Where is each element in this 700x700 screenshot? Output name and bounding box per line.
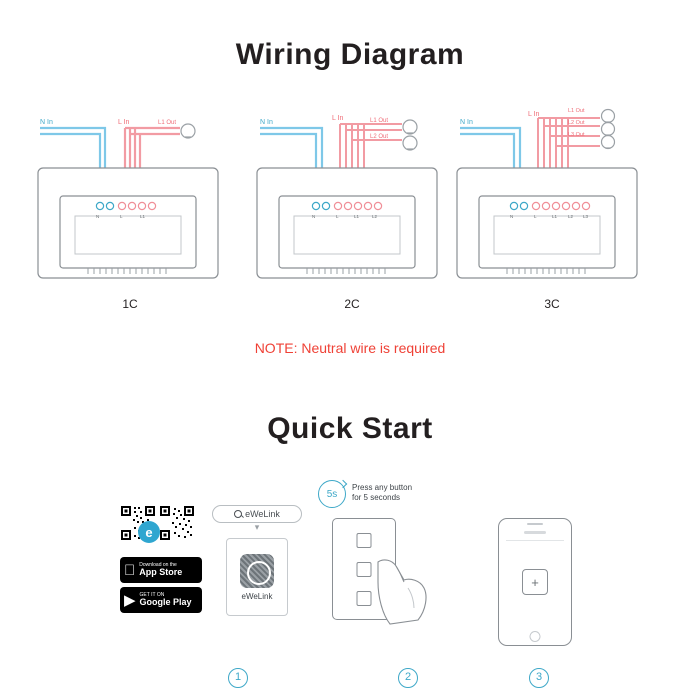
quickstart-step-2 bbox=[318, 480, 498, 650]
neutral-wire-note: NOTE: Neutral wire is required bbox=[254, 340, 446, 356]
wiring-svg-1c bbox=[30, 96, 230, 311]
quickstart-step-1 bbox=[120, 505, 290, 650]
add-device-button[interactable] bbox=[522, 569, 548, 595]
phone-home-button bbox=[530, 631, 541, 642]
qr-code-group bbox=[120, 505, 202, 613]
store-search-group bbox=[212, 505, 302, 616]
google-play-large-label: Google Play bbox=[139, 596, 192, 607]
search-icon bbox=[234, 510, 242, 518]
wiring-svg-3c bbox=[452, 96, 662, 311]
google-play-badge[interactable] bbox=[120, 587, 202, 613]
svg-text:N: N bbox=[510, 214, 514, 219]
search-query-text: eWeLink bbox=[245, 509, 280, 519]
search-input[interactable] bbox=[212, 505, 302, 523]
apple-icon bbox=[124, 563, 135, 578]
svg-text:L2 Out: L2 Out bbox=[370, 134, 389, 140]
panel-caption-2c: 2C bbox=[344, 297, 360, 311]
switch-button-1[interactable] bbox=[357, 533, 372, 548]
svg-text:L In: L In bbox=[528, 111, 540, 118]
svg-text:L1: L1 bbox=[552, 214, 558, 219]
svg-text:L2: L2 bbox=[568, 214, 574, 219]
svg-text:L2: L2 bbox=[372, 214, 378, 219]
play-icon: ▶ bbox=[124, 591, 136, 609]
svg-text:N In: N In bbox=[260, 119, 273, 126]
chevron-down-icon: ▾ bbox=[254, 522, 260, 532]
svg-text:L3: L3 bbox=[583, 214, 589, 219]
svg-text:L1 Out: L1 Out bbox=[370, 118, 389, 124]
app-result-card[interactable] bbox=[226, 538, 288, 616]
press-instruction-line2: for 5 seconds bbox=[352, 493, 401, 503]
app-store-large-label: App Store bbox=[128, 566, 172, 577]
svg-text:N In: N In bbox=[40, 119, 53, 126]
app-title-placeholder bbox=[524, 531, 546, 534]
svg-text:N In: N In bbox=[460, 119, 473, 126]
press-instruction bbox=[352, 483, 412, 504]
svg-text:L In: L In bbox=[118, 119, 130, 126]
svg-text:L2 Out: L2 Out bbox=[568, 120, 585, 126]
svg-text:L1 Out: L1 Out bbox=[158, 120, 177, 126]
app-header-bar bbox=[506, 531, 564, 541]
app-store-badge[interactable] bbox=[120, 557, 202, 583]
qr-code-icon-2 bbox=[159, 505, 195, 541]
svg-text:L1: L1 bbox=[354, 214, 360, 219]
google-play-small-label: GET IT ON bbox=[139, 591, 165, 598]
svg-text:N: N bbox=[96, 214, 100, 219]
page-title-wiring: Wiring Diagram bbox=[235, 38, 465, 71]
step-number-3: 3 bbox=[529, 668, 549, 688]
phone-mock-step3 bbox=[498, 518, 572, 646]
step-number-2: 2 bbox=[398, 668, 418, 688]
wiring-svg-2c bbox=[252, 96, 452, 311]
page-title-quickstart: Quick Start bbox=[267, 412, 433, 445]
wiring-panel-3c bbox=[452, 96, 652, 311]
svg-text:L1: L1 bbox=[140, 214, 146, 219]
svg-text:L: L bbox=[534, 214, 537, 219]
seconds-label: 5s bbox=[326, 488, 338, 500]
app-result-name: eWeLink bbox=[241, 591, 273, 601]
svg-text:L: L bbox=[120, 214, 123, 219]
step-number-1: 1 bbox=[228, 668, 248, 688]
press-instruction-line1: Press any button bbox=[352, 483, 413, 492]
wiring-panel-1c bbox=[30, 96, 230, 311]
app-store-small-label: Download on the bbox=[128, 561, 166, 568]
five-second-icon bbox=[318, 480, 346, 508]
svg-text:N: N bbox=[312, 214, 316, 219]
panel-caption-1c: 1C bbox=[122, 297, 138, 311]
svg-text:L3 Out: L3 Out bbox=[568, 132, 585, 138]
quickstart-step-3 bbox=[498, 518, 608, 650]
svg-text:L: L bbox=[336, 214, 339, 219]
svg-text:L1 Out: L1 Out bbox=[568, 108, 585, 114]
hand-pointer-icon bbox=[370, 548, 440, 628]
panel-caption-3c: 3C bbox=[544, 297, 560, 311]
wiring-panel-2c bbox=[252, 96, 452, 311]
phone-speaker bbox=[527, 523, 543, 525]
plus-icon: + bbox=[531, 574, 539, 590]
ewelink-app-icon bbox=[240, 554, 274, 588]
svg-text:L In: L In bbox=[332, 115, 344, 122]
ewelink-logo-badge: e bbox=[138, 521, 160, 543]
